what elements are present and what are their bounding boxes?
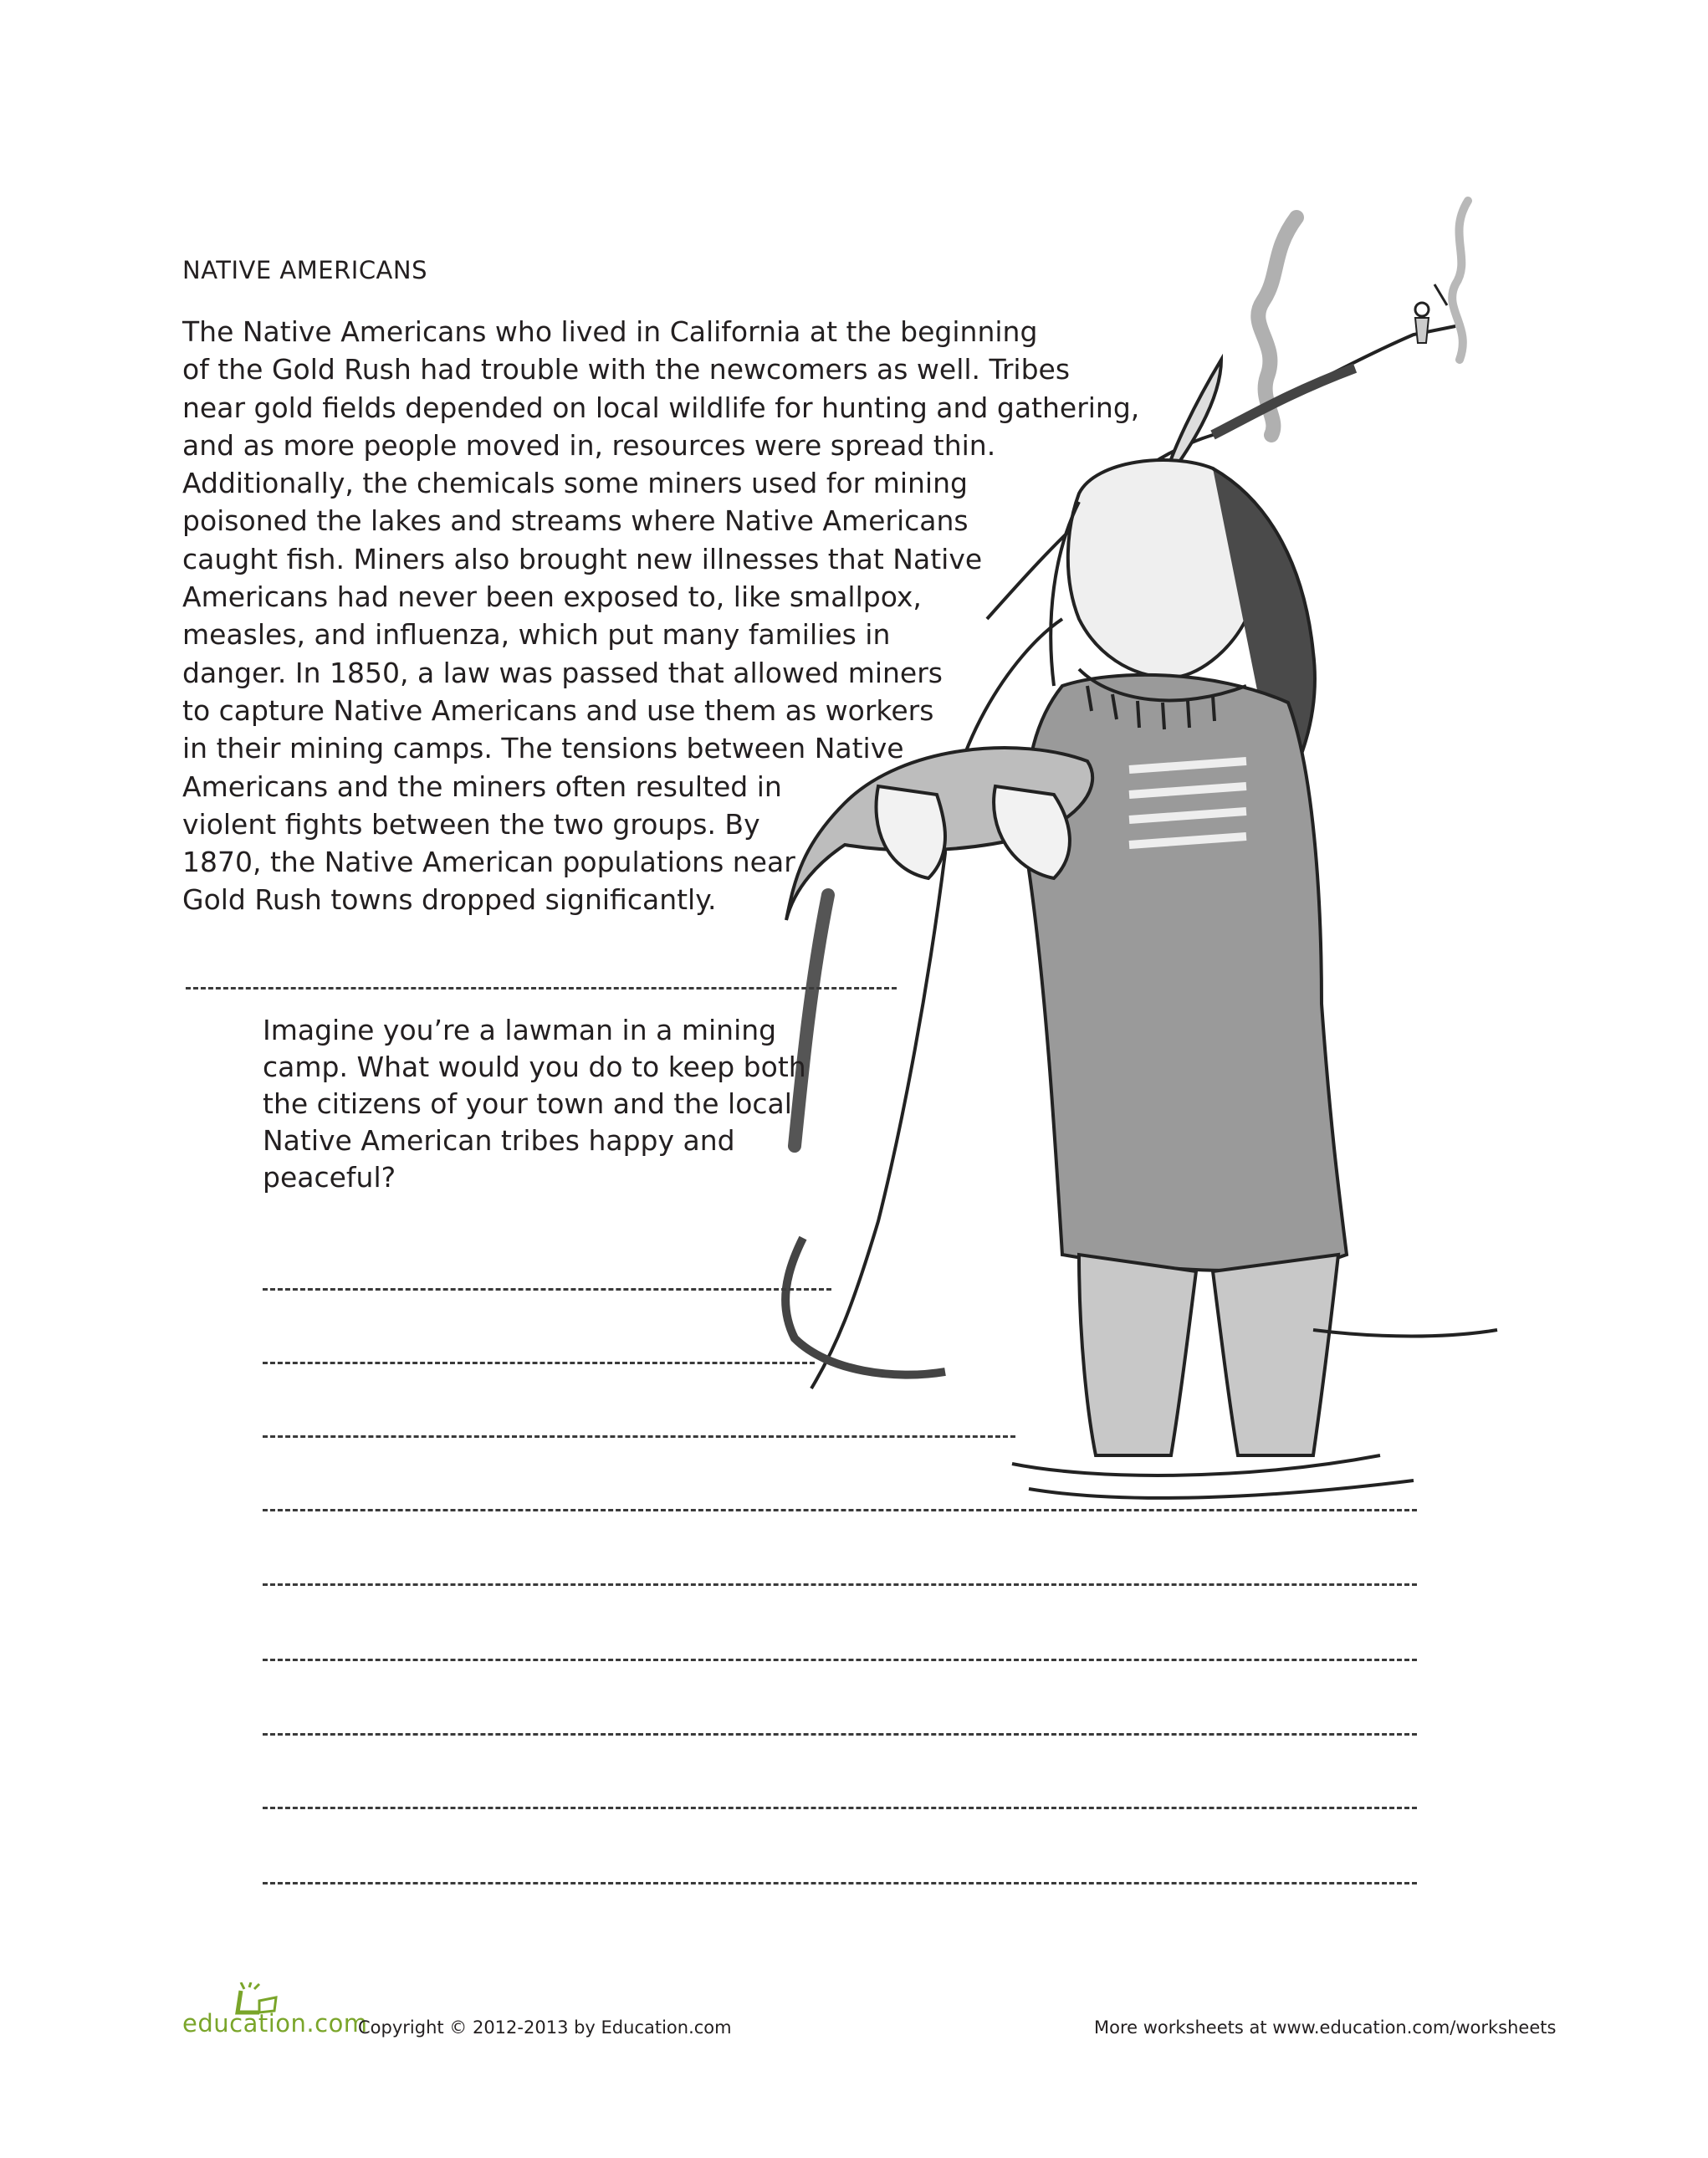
body-line: violent fights between the two groups. By bbox=[182, 807, 760, 841]
section-divider bbox=[186, 987, 897, 990]
answer-line[interactable] bbox=[263, 1435, 1015, 1438]
prompt-line: camp. What would you do to keep both bbox=[263, 1051, 806, 1083]
logo-wordmark bbox=[182, 2009, 368, 2038]
answer-line[interactable] bbox=[263, 1733, 1417, 1736]
body-paragraph bbox=[182, 313, 1153, 919]
answer-line[interactable] bbox=[263, 1288, 831, 1291]
answer-line[interactable] bbox=[263, 1509, 1417, 1511]
prompt-line: peaceful? bbox=[263, 1161, 396, 1194]
body-line: of the Gold Rush had trouble with the newcomers as well. Tribes bbox=[182, 353, 1071, 386]
logo-text-main: education bbox=[182, 2009, 307, 2038]
body-line: caught fish. Miners also brought new illnesses that Native bbox=[182, 542, 983, 575]
logo-text-suffix: .com bbox=[306, 2009, 368, 2038]
body-line: poisoned the lakes and streams where Native Americans bbox=[182, 504, 969, 538]
body-line: The Native Americans who lived in California at the beginning bbox=[182, 315, 1038, 348]
answer-line[interactable] bbox=[263, 1659, 1417, 1661]
body-line: Americans had never been exposed to, like smallpox, bbox=[182, 580, 922, 614]
body-line: Additionally, the chemicals some miners used for mining bbox=[182, 467, 968, 500]
body-line: danger. In 1850, a law was passed that allowed miners bbox=[182, 656, 943, 689]
body-line: near gold fields depended on local wildlife for hunting and gathering, bbox=[182, 391, 1140, 424]
answer-line[interactable] bbox=[263, 1362, 815, 1364]
writing-prompt bbox=[263, 1012, 898, 1196]
more-worksheets-link[interactable]: More worksheets at www.education.com/worksheets bbox=[1094, 2017, 1557, 2038]
answer-line[interactable] bbox=[263, 1807, 1417, 1809]
prompt-line: the citizens of your town and the local bbox=[263, 1087, 792, 1120]
prompt-line: Native American tribes happy and bbox=[263, 1124, 735, 1157]
body-line: measles, and influenza, which put many families in bbox=[182, 618, 891, 652]
body-line: Gold Rush towns dropped significantly. bbox=[182, 883, 717, 917]
answer-line[interactable] bbox=[263, 1882, 1417, 1884]
body-line: Americans and the miners often resulted in bbox=[182, 770, 782, 803]
prompt-line: Imagine you’re a lawman in a mining bbox=[263, 1014, 777, 1046]
worksheet-title: NATIVE AMERICANS bbox=[182, 256, 428, 284]
copyright-text: Copyright © 2012-2013 by Education.com bbox=[358, 2017, 732, 2038]
body-line: and as more people moved in, resources were spread thin. bbox=[182, 428, 996, 462]
body-line: in their mining camps. The tensions between Native bbox=[182, 732, 904, 765]
body-line: to capture Native Americans and use them as workers bbox=[182, 693, 934, 727]
body-line: 1870, the Native American populations near bbox=[182, 846, 795, 879]
answer-line[interactable] bbox=[263, 1583, 1417, 1586]
